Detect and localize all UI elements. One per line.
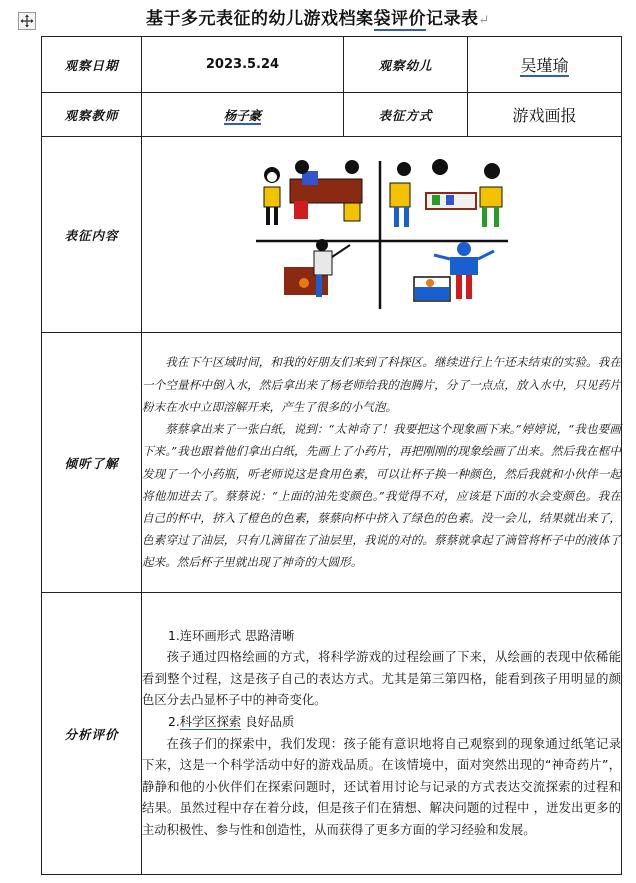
content-cell [142, 137, 622, 333]
analysis-cell[interactable] [142, 593, 622, 875]
teacher-label-cell [42, 93, 142, 137]
listen-paragraph-1: 我在下午区域时间，和我的好朋友们来到了科探区。继续进行上午还未结束的实验。我在一个空量杯中倒入水，然后拿出来了杨老师给我的泡腾片，分了一点点，放入水中，只见药片粉末在水中立即溶解开来，产生了很多的小气泡。 [142, 355, 621, 414]
child-label-cell [344, 37, 468, 93]
listen-label-cell [42, 333, 142, 593]
date-label-cell [42, 37, 142, 93]
record-table [41, 36, 622, 875]
teacher-label: 观察教师 [64, 107, 119, 123]
page-title [0, 4, 636, 29]
analysis-label: 分析评价 [64, 726, 119, 742]
analysis-heading-2-num: 2. [168, 714, 180, 729]
listen-label: 倾听了解 [64, 455, 119, 471]
analysis-heading-2 [142, 712, 621, 734]
content-label-cell [42, 137, 142, 333]
paragraph-mark: ↵ [478, 13, 490, 28]
analysis-paragraph-1: 孩子通过四格绘画的方式，将科学游戏的过程绘画了下来，从绘画的表现中依稀能看到整个过程，这是孩子自己的表达方式。尤其是第三第四格，能看到孩子用明显的颜色区分去凸显杯子中的神奇变化。 [142, 650, 621, 708]
method-label-cell [344, 93, 468, 137]
child-value: 吴瑾瑜 [520, 56, 569, 75]
analysis-paragraph-2: 在孩子们的探索中，我们发现：孩子能有意识地将自己观察到的现象通过纸笔记录下来，这是一个科学活动中好的游戏品质。在该情境中，面对突然出现的“神奇药片”，静静和他的小伙伴们在探索问题时，还试着用讨论与记录的方式表达交流探索的过程和结果。虽然过程中存在着分歧，但是孩子们在猜想、解决问题的过程中 ，迸发出更多的主动积极性、参与性和创造性，从而获得了更多方面的学习经验和发展。 [142, 736, 621, 837]
title-part1: 基于多元表征的幼儿游戏档案 [146, 9, 374, 29]
listen-cell[interactable] [142, 333, 622, 593]
title-part3: 记录表 [426, 9, 479, 29]
content-label: 表征内容 [64, 227, 119, 243]
child-drawing-image[interactable] [254, 159, 510, 311]
child-value-cell[interactable] [468, 37, 622, 93]
analysis-heading-1: 1.连环画形式 思路清晰 [168, 628, 295, 643]
analysis-heading-2-rest: 良好品质 [241, 714, 295, 729]
date-label: 观察日期 [64, 57, 119, 73]
date-value-cell[interactable] [142, 37, 344, 93]
date-value: 2023.5.24 [205, 57, 280, 72]
method-value: 游戏画报 [512, 106, 577, 125]
teacher-value-cell[interactable] [142, 93, 344, 137]
method-label: 表征方式 [378, 107, 433, 123]
child-label: 观察幼儿 [378, 57, 433, 73]
method-value-cell[interactable] [468, 93, 622, 137]
teacher-value: 杨子豪 [223, 107, 262, 123]
analysis-label-cell [42, 593, 142, 875]
title-part2: 袋评价 [373, 9, 427, 29]
listen-paragraph-2: 蔡蔡拿出来了一张白纸，说到：“太神奇了！我要把这个现象画下来。”婷婷说，“我也要画下来。”我也跟着他们拿出白纸，先画上了小药片，再把刚刚的现象绘画了出来。然后我在框中发现了一个小药瓶，听老师说这是食用色素，可以让杯子换一种颜色，然后我就和小伙伴一起将他加进去了。蔡蔡说：“上面的油先变颜色。”我觉得不对，应该是下面的水会变颜色。我在自己的杯中，挤入了橙色的色素，蔡蔡向杯中挤入了绿色的色素。没一会儿，结果就出来了，色素穿过了油层，只有几滴留在了油层里，我说的对的。蔡蔡就拿起了滴管将杯子中的液体了起来。然后杯子里就出现了神奇的大圆形。 [142, 422, 621, 570]
analysis-heading-2-link: 科学区探索 [179, 714, 242, 729]
